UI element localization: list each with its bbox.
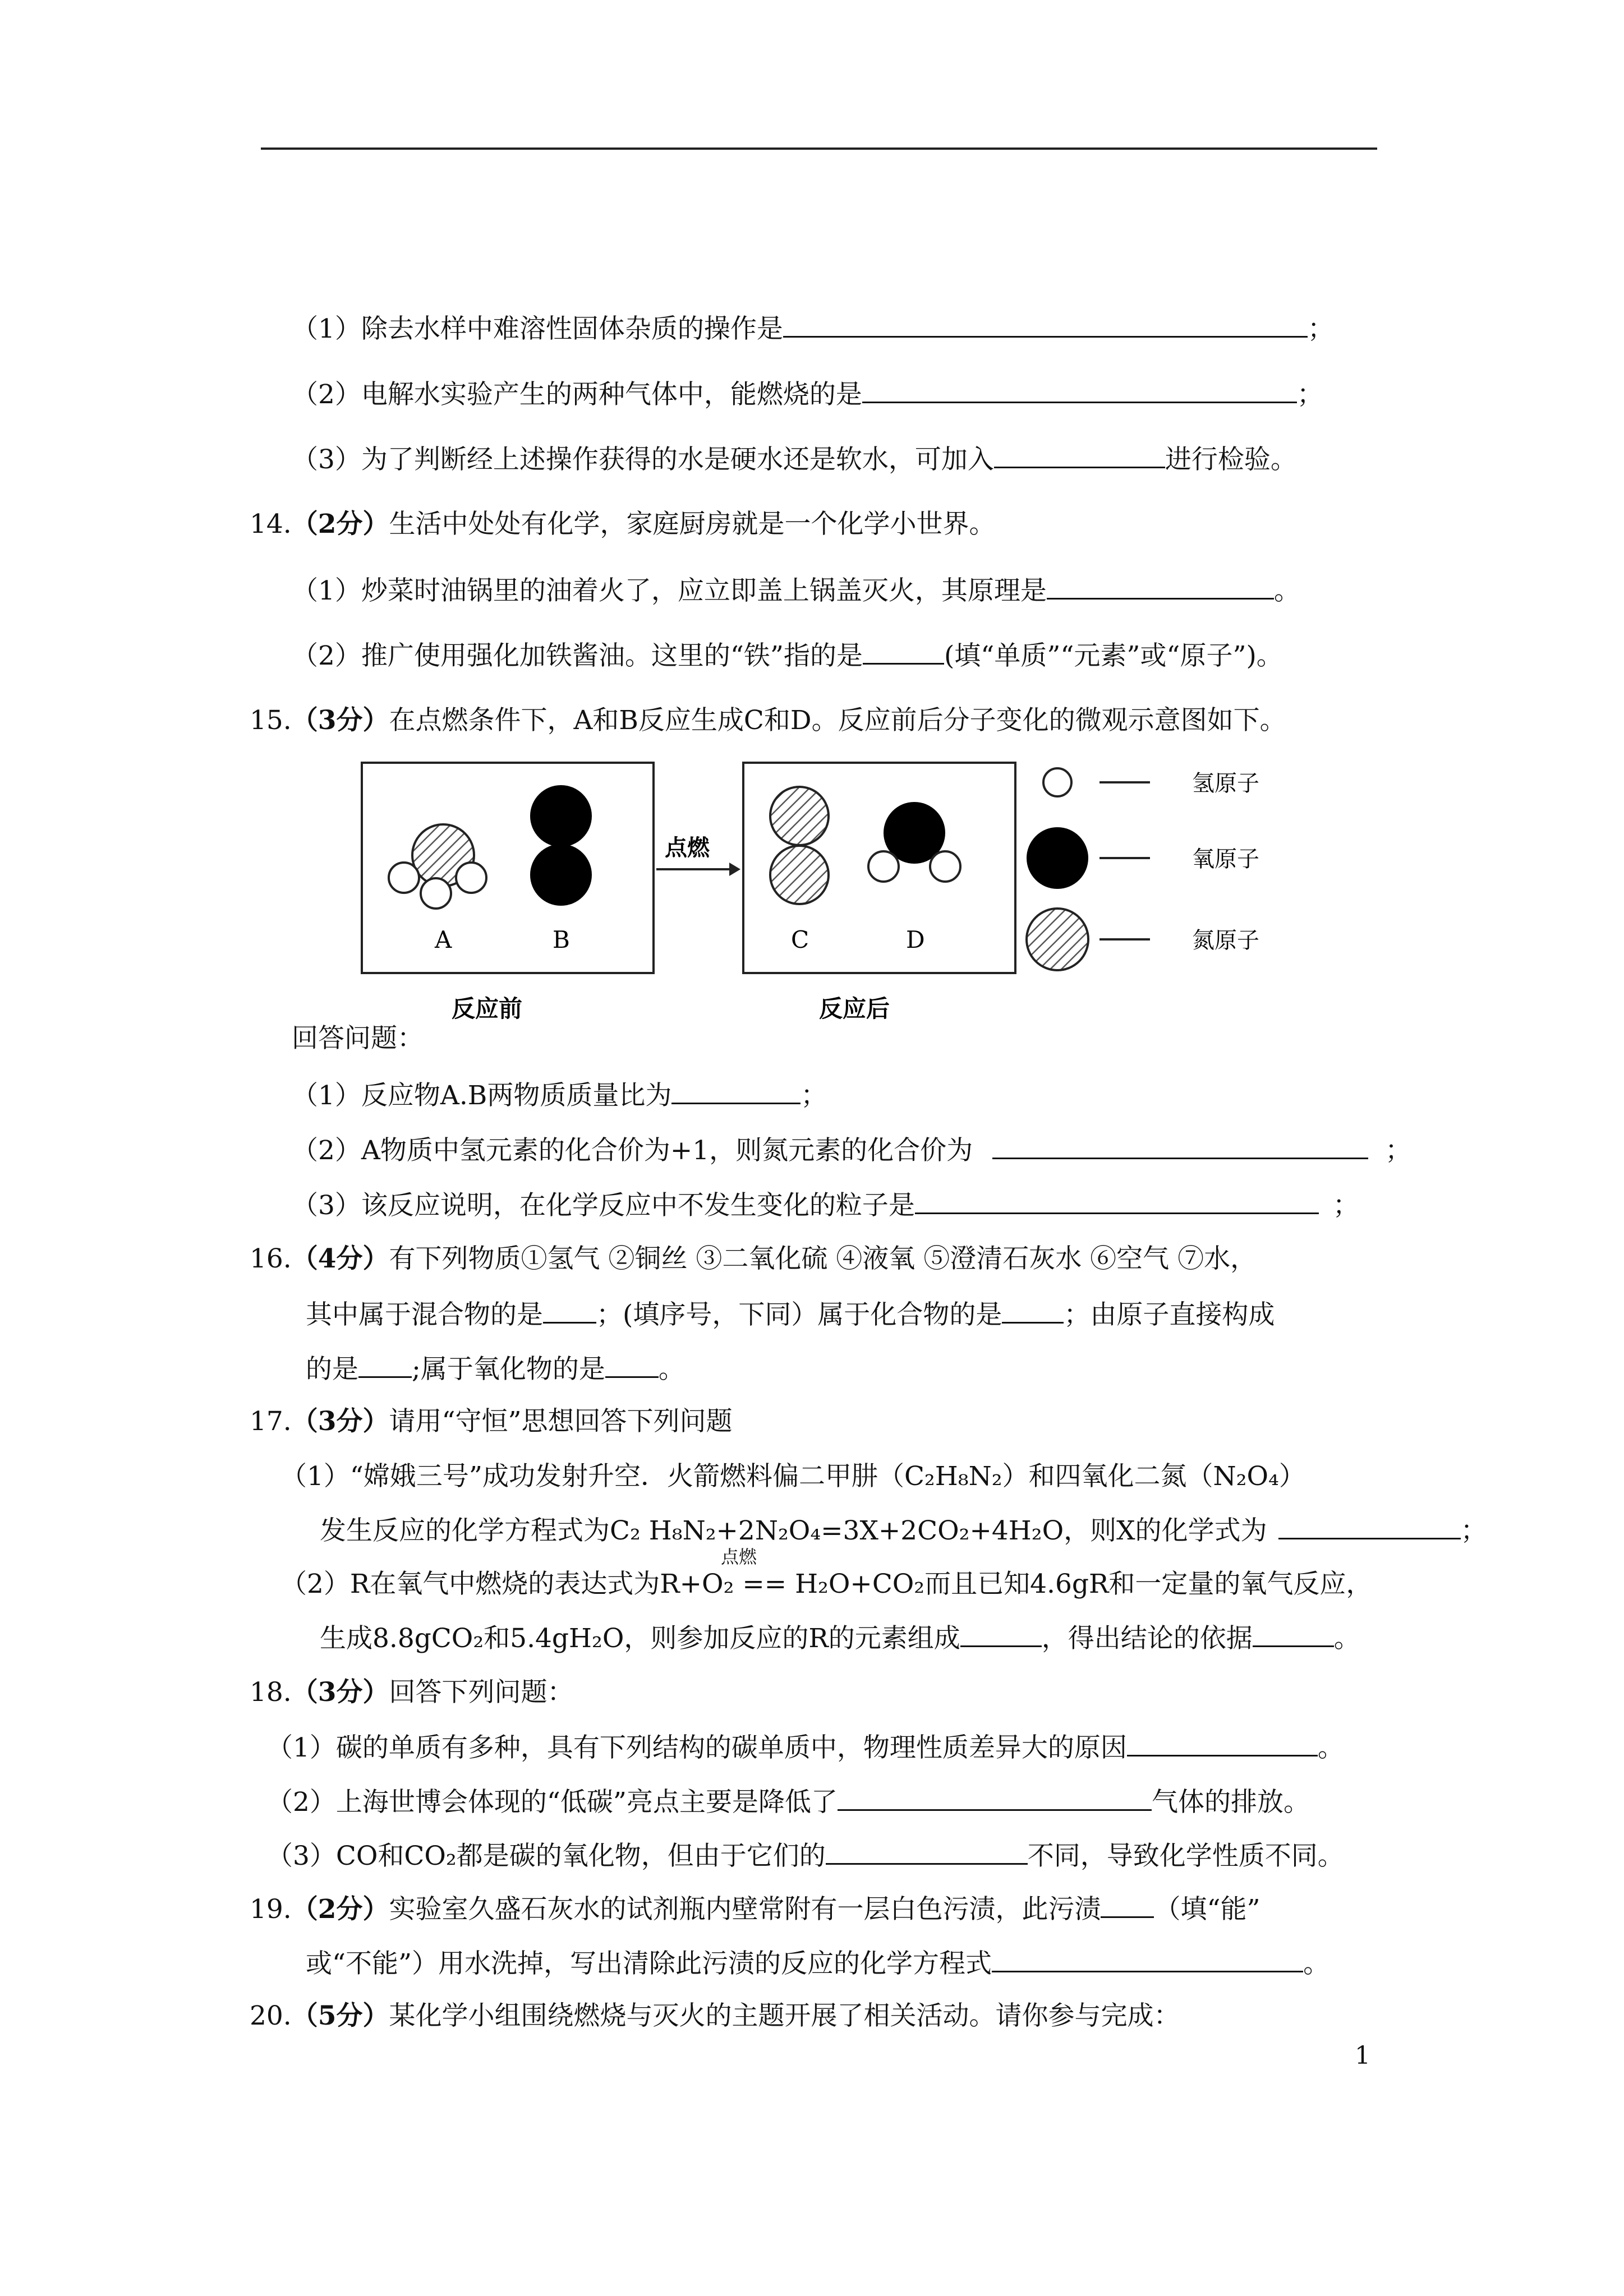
question-text: （1）反应物A.B两物质质量比为 xyxy=(292,1080,672,1111)
answer-blank[interactable] xyxy=(1002,1297,1064,1324)
question-text: （1）炒菜时油锅里的油着火了，应立即盖上锅盖灭火，其原理是 xyxy=(292,575,1047,606)
question-line xyxy=(292,1188,1359,1223)
nitrogen-atom xyxy=(770,846,829,904)
question-text: 实验室久盛石灰水的试剂瓶内壁常附有一层白色污渍，此污渍 xyxy=(389,1894,1101,1925)
answer-blank[interactable] xyxy=(1278,1513,1461,1539)
question-text: ； xyxy=(1296,379,1323,410)
question-text: ； xyxy=(1307,313,1334,344)
question-score: （5分） xyxy=(291,2000,389,2031)
question-line xyxy=(266,1730,1344,1765)
question-text: (填“单质”“元素”或“原子”)。 xyxy=(944,640,1283,671)
question-text: 生成8.8gCO₂和5.4gH₂O，则参加反应的R的元素组成 xyxy=(320,1623,960,1654)
answer-blank[interactable] xyxy=(960,1621,1042,1647)
answer-blank[interactable] xyxy=(863,638,944,665)
question-text: （3）该反应说明，在化学反应中不发生变化的粒子是 xyxy=(292,1190,915,1221)
question-text: 某化学小组围绕燃烧与灭火的主题开展了相关活动。请你参与完成： xyxy=(389,2000,1180,2031)
answer-blank[interactable] xyxy=(1047,573,1274,600)
oxygen-atom xyxy=(530,785,592,847)
question-text: 。 xyxy=(1303,1948,1330,1979)
molecule-a xyxy=(389,824,486,909)
question-text: （1）“嫦娥三号”成功发射升空．火箭燃料偏二甲肼（C₂H₈N₂）和四氧化二氮（N₂O₄） xyxy=(280,1461,1305,1492)
answer-blank[interactable] xyxy=(992,1946,1303,1972)
question-text: （2）推广使用强化加铁酱油。这里的“铁”指的是 xyxy=(292,640,863,671)
question-text: 在点燃条件下，A和B反应生成C和D。反应前后分子变化的微观示意图如下。 xyxy=(389,705,1286,736)
question-text: （1）除去水样中难溶性固体杂质的操作是 xyxy=(292,313,783,344)
answer-blank[interactable] xyxy=(1127,1730,1318,1756)
question-16-stem xyxy=(250,1242,1257,1276)
question-text: 。 xyxy=(658,1354,685,1385)
question-text: （2）电解水实验产生的两种气体中，能燃烧的是 xyxy=(292,379,862,410)
question-14-stem xyxy=(250,508,995,541)
label-c: C xyxy=(791,926,809,953)
reaction-condition xyxy=(721,1547,757,1567)
answer-intro xyxy=(292,1022,424,1055)
question-text: （2）R在氧气中燃烧的表达式为R+O₂ == H₂O+CO₂而且已知4.6gR和一定量的氧气反应， xyxy=(280,1569,1373,1599)
question-score: （2分） xyxy=(291,1894,389,1925)
question-score: （3分） xyxy=(291,1406,389,1437)
question-number: 14. xyxy=(250,509,292,540)
reaction-diagram xyxy=(359,760,1313,1029)
legend-nitrogen-symbol xyxy=(1027,909,1088,970)
question-text: 。 xyxy=(1317,1732,1344,1763)
header-rule xyxy=(261,147,1377,150)
question-text: 发生反应的化学方程式为C₂ H₈N₂+2N₂O₄=3X+2CO₂+4H₂O，则X的化学式为 xyxy=(320,1515,1267,1546)
question-text: ； xyxy=(1385,1135,1412,1166)
question-number: 17. xyxy=(250,1406,292,1437)
page-number: 1 xyxy=(1355,2041,1370,2070)
question-text: 生活中处处有化学，家庭厨房就是一个化学小世界。 xyxy=(389,509,996,540)
question-text: 。 xyxy=(1333,1623,1360,1654)
question-text: ；(填序号，下同）属于化合物的是 xyxy=(596,1299,1002,1330)
answer-blank[interactable] xyxy=(915,1188,1319,1214)
hydrogen-atom xyxy=(456,863,486,893)
question-line xyxy=(292,1133,1411,1168)
question-score: （3分） xyxy=(291,705,389,736)
question-15-stem xyxy=(250,704,1286,737)
question-text: （填“能” xyxy=(1154,1894,1260,1925)
answer-blank[interactable] xyxy=(1253,1621,1334,1647)
molecule-c xyxy=(770,787,829,904)
question-line xyxy=(320,1621,1360,1656)
molecule-d xyxy=(868,802,960,882)
answer-blank[interactable] xyxy=(826,1838,1028,1865)
question-line xyxy=(292,377,1323,412)
condition-text: 点燃 xyxy=(721,1546,757,1567)
answer-blank[interactable] xyxy=(358,1352,412,1378)
question-text: 或“不能”）用水洗掉，写出清除此污渍的反应的化学方程式 xyxy=(306,1948,992,1979)
question-text: 。 xyxy=(1273,575,1300,606)
question-text: ；由原子直接构成 xyxy=(1064,1299,1275,1330)
question-line xyxy=(266,1785,1310,1819)
question-line xyxy=(306,1946,1329,1981)
question-19-stem xyxy=(250,1892,1260,1926)
legend-oxygen-label: 氧原子 xyxy=(1192,846,1259,872)
question-score: （2分） xyxy=(291,509,389,540)
arrow-label: 点燃 xyxy=(665,835,710,861)
label-a: A xyxy=(435,926,452,953)
question-number: 19. xyxy=(250,1894,292,1925)
question-text: （2）A物质中氢元素的化合价为+1，则氮元素的化合价为 xyxy=(292,1135,973,1166)
answer-blank[interactable] xyxy=(1101,1892,1154,1918)
hydrogen-atom xyxy=(421,878,451,909)
question-number: 15. xyxy=(250,705,292,736)
question-20-stem xyxy=(250,1999,1180,2033)
question-text: ，得出结论的依据 xyxy=(1041,1623,1253,1654)
question-line xyxy=(306,1297,1275,1332)
nitrogen-atom xyxy=(770,787,829,845)
question-line xyxy=(292,311,1334,346)
after-caption: 反应后 xyxy=(819,995,890,1022)
question-line xyxy=(292,442,1297,477)
question-18-stem xyxy=(250,1676,573,1709)
oxygen-atom xyxy=(530,844,592,906)
answer-blank[interactable] xyxy=(543,1297,596,1324)
question-text: ;属于氧化物的是 xyxy=(412,1354,605,1385)
question-text: ； xyxy=(1460,1515,1487,1546)
answer-blank[interactable] xyxy=(992,1133,1368,1159)
question-text: 不同，导致化学性质不同。 xyxy=(1027,1841,1344,1871)
question-text: 请用“守恒”思想回答下列问题 xyxy=(389,1406,733,1437)
answer-blank[interactable] xyxy=(838,1785,1152,1811)
question-text: 回答下列问题： xyxy=(389,1677,574,1708)
hydrogen-atom xyxy=(868,851,899,882)
label-d: D xyxy=(906,926,925,953)
question-score: （4分） xyxy=(291,1243,389,1274)
question-text: （3）为了判断经上述操作获得的水是硬水还是软水，可加入 xyxy=(292,444,994,475)
question-line xyxy=(280,1567,1372,1601)
answer-blank[interactable] xyxy=(994,442,1165,468)
hydrogen-atom xyxy=(930,851,960,882)
answer-blank[interactable] xyxy=(862,377,1297,403)
legend-hydrogen-label: 氢原子 xyxy=(1192,771,1259,796)
answer-blank[interactable] xyxy=(605,1352,659,1378)
hydrogen-atom xyxy=(389,863,419,893)
question-text: 回答问题： xyxy=(292,1023,424,1054)
question-line xyxy=(280,1460,1305,1493)
question-line xyxy=(266,1838,1344,1873)
question-text: 其中属于混合物的是 xyxy=(306,1299,543,1330)
legend-oxygen-symbol xyxy=(1027,827,1088,889)
molecule-b xyxy=(530,785,592,906)
question-text: ； xyxy=(801,1080,827,1111)
question-text: 气体的排放。 xyxy=(1151,1787,1310,1818)
question-text: 有下列物质①氢气 ②铜丝 ③二氧化硫 ④液氧 ⑤澄清石灰水 ⑥空气 ⑦水， xyxy=(389,1243,1257,1274)
question-line xyxy=(292,573,1300,608)
question-line xyxy=(292,638,1283,673)
question-line xyxy=(306,1352,685,1386)
question-17-stem xyxy=(250,1405,733,1439)
question-text: （3）CO和CO₂都是碳的氧化物，但由于它们的 xyxy=(266,1841,826,1871)
question-text: ； xyxy=(1332,1190,1359,1221)
before-caption: 反应前 xyxy=(452,995,523,1022)
question-text: （1）碳的单质有多种，具有下列结构的碳单质中，物理性质差异大的原因 xyxy=(266,1732,1127,1763)
question-number: 18. xyxy=(250,1677,292,1708)
question-text: （2）上海世博会体现的“低碳”亮点主要是降低了 xyxy=(266,1787,838,1818)
question-line xyxy=(320,1513,1487,1548)
question-score: （3分） xyxy=(291,1677,389,1708)
question-line xyxy=(292,1078,827,1113)
answer-blank[interactable] xyxy=(783,311,1308,338)
question-number: 20. xyxy=(250,2000,292,2031)
legend-hydrogen-symbol xyxy=(1043,768,1071,796)
question-text: 进行检验。 xyxy=(1165,444,1297,475)
legend-nitrogen-label: 氮原子 xyxy=(1192,928,1259,953)
arrowhead xyxy=(729,863,740,876)
question-text: 的是 xyxy=(306,1354,358,1385)
label-b: B xyxy=(553,926,570,953)
question-number: 16. xyxy=(250,1243,292,1274)
legend xyxy=(1027,768,1259,970)
answer-blank[interactable] xyxy=(671,1078,801,1104)
